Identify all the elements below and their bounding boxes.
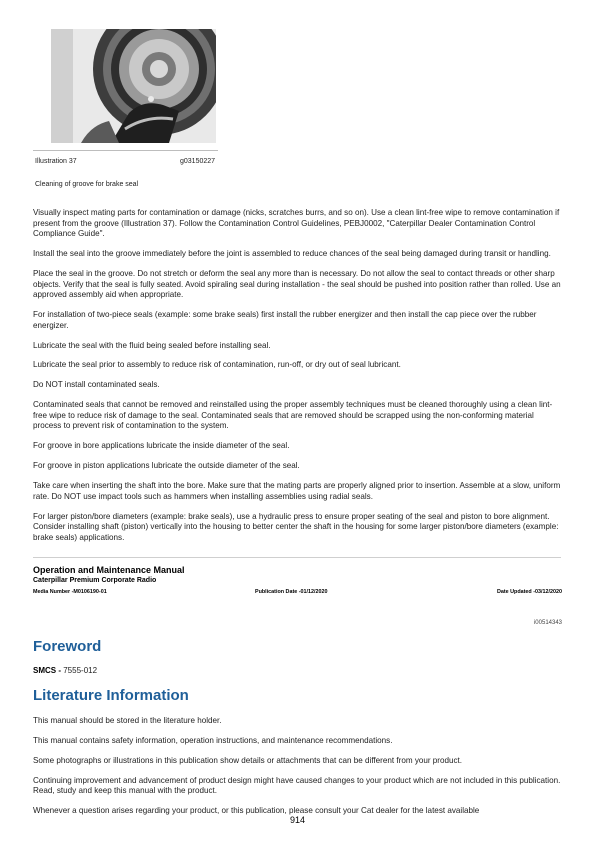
illustration-photo <box>51 29 216 143</box>
illustration-label: Illustration 37 <box>35 158 77 165</box>
media-number: Media Number -M0106190-01 <box>33 589 107 595</box>
paragraph: Take care when inserting the shaft into the bore. Make sure that the mating parts are properly aligned prior to insertion. Assemble at a slow, uniform rate. Do NOT use impact tools such as hammers when installing assemblies using radial seals. <box>33 481 561 501</box>
paragraph: Place the seal in the groove. Do not stretch or deform the seal any more than is necessary. Do not allow the seal to contact threads or other sharp objects. Verify that the seal is fully seated. Avoid spiraling seal during installation - the seal should be pushed into position rather than rolled. Use an approved assembly aid when appropriate. <box>33 268 561 300</box>
smcs-label: SMCS - <box>33 666 61 675</box>
section-divider <box>33 557 561 558</box>
paragraph: Do NOT install contaminated seals. <box>33 380 160 390</box>
procedure-text <box>33 208 561 553</box>
paragraph: For groove in piston applications lubricate the outside diameter of the seal. <box>33 461 300 471</box>
date-updated: Date Updated -03/12/2020 <box>496 589 562 595</box>
paragraph: Whenever a question arises regarding your product, or this publication, please consult your Cat dealer for the latest available <box>33 806 480 816</box>
paragraph: For larger piston/bore diameters (example: brake seals), use a hydraulic press to ensure proper seating of the seal and piston to bore alignment. Consider installing shaft (piston) vertically into the housing to better center the shaft in the housing for some larger piston/bore diameters (example: brake seals) applications. <box>33 511 559 542</box>
smcs-code: 7555-012 <box>63 666 98 675</box>
document-id: i00514343 <box>533 620 562 626</box>
paragraph: This manual should be stored in the literature holder. <box>33 716 222 725</box>
paragraph: Lubricate the seal with the fluid being sealed before installing seal. <box>33 340 271 350</box>
manual-subtitle: Caterpillar Premium Corporate Radio <box>33 577 157 584</box>
paragraph: Visually inspect mating parts for contamination or damage (nicks, scratches burrs, and so on). Use a clean lint-free wipe to remove contamination if present from the groove (Illustration 37). Follow the Contamination Control Guidelines, PEBJ0002, "Caterpillar Dealer Contamination Control Compliance Guide". <box>33 208 560 239</box>
illustration-code: g03150227 <box>180 158 216 165</box>
literature-text <box>33 716 561 826</box>
publication-date: Publication Date -01/12/2020 <box>255 589 328 595</box>
paragraph: Install the seal into the groove immediately before the joint is assembled to reduce chances of the seal being damaged during transit or handling. <box>33 249 551 259</box>
illustration-caption: Cleaning of groove for brake seal <box>35 181 139 188</box>
paragraph: For groove in bore applications lubricate the inside diameter of the seal. <box>33 441 290 451</box>
foreword-heading: Foreword <box>33 638 102 655</box>
paragraph: For installation of two-piece seals (example: some brake seals) first install the rubber energizer and then install the cap piece over the rubber energizer. <box>33 310 537 330</box>
manual-title: Operation and Maintenance Manual <box>33 565 185 575</box>
page-number: 914 <box>289 815 306 825</box>
smcs-line <box>33 666 97 675</box>
paragraph: Lubricate the seal prior to assembly to reduce risk of contamination, run-off, or dry out of seal lubricant. <box>33 360 401 370</box>
figure-divider <box>33 150 218 151</box>
paragraph: Contaminated seals that cannot be removed and reinstalled using the proper assembly techniques must be cleaned thoroughly using a clean lint-free wipe to reduce risk of damage to the seal. Contaminated seals that are removed should be scrapped using the non-conforming material process to prevent risk of contamination to the system. <box>33 400 553 431</box>
paragraph: This manual contains safety information, operation instructions, and maintenance recommendations. <box>33 735 393 745</box>
paragraph: Continuing improvement and advancement of product design might have caused changes to your product which are not included in this publication. Read, study and keep this manual with the product. <box>33 775 561 796</box>
paragraph: Some photographs or illustrations in this publication show details or attachments that can be different from your product. <box>33 755 463 765</box>
literature-heading: Literature Information <box>33 687 189 704</box>
